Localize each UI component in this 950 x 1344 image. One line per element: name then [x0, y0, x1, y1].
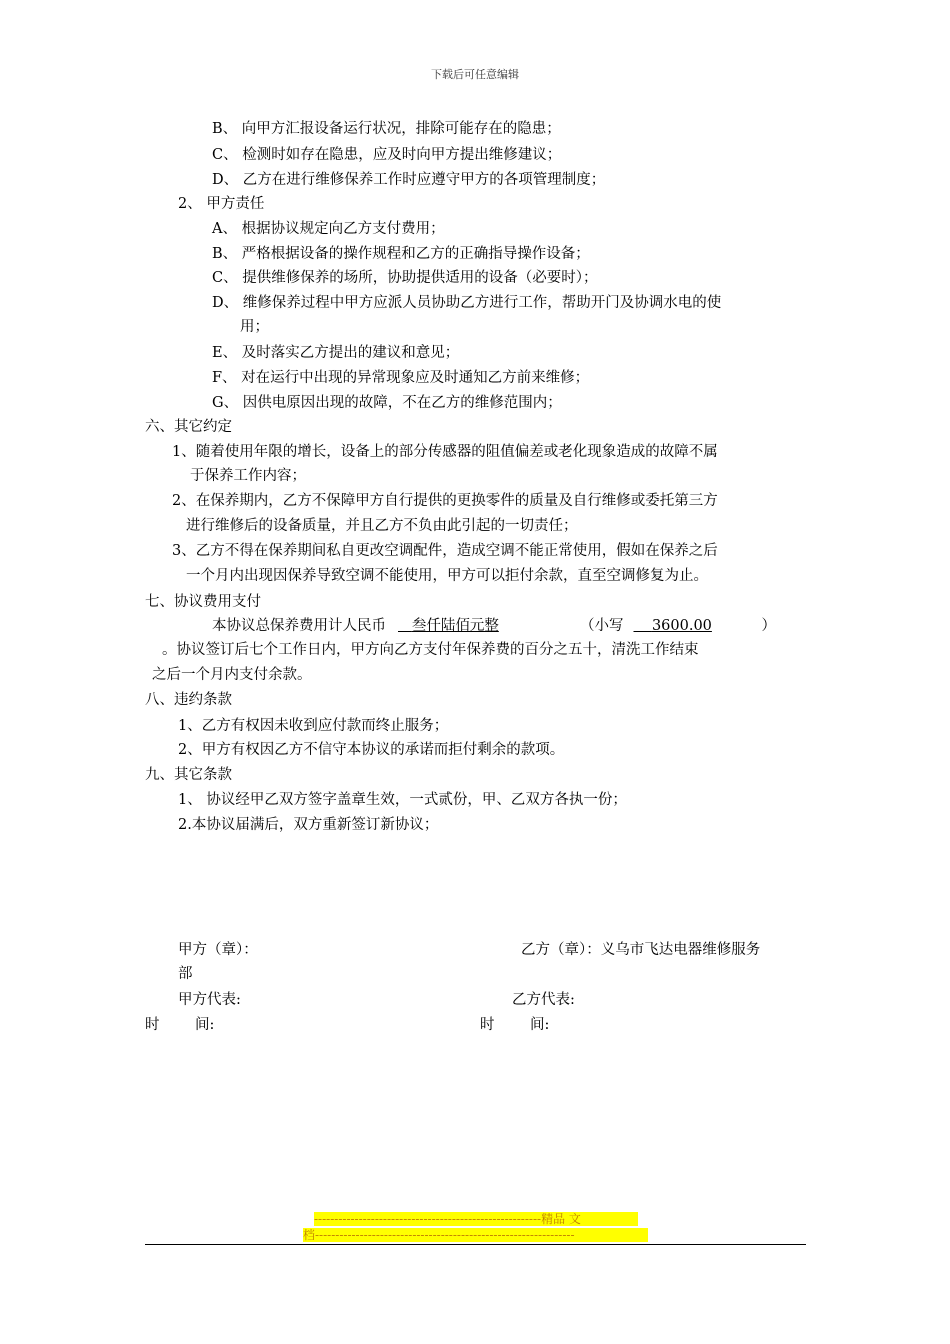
party-b-time-label-2: 间: — [530, 1017, 550, 1033]
line-g2: G、 因供电原因出现的故障，不在乙方的维修范围内； — [212, 395, 562, 411]
para-6-3b: 一个月内出现因保养导致空调不能使用，甲方可以拒付余款，直至空调修复为止。 — [186, 568, 708, 584]
line-c2: C、 提供维修保养的场所，协助提供适用的设备（必要时）； — [212, 270, 598, 286]
party-a-time-label-1: 时 — [145, 1017, 160, 1033]
section-2-heading: 2、 甲方责任 — [178, 196, 265, 212]
party-b-seal: 乙方（章）：义乌市飞达电器维修服务 — [521, 942, 761, 958]
party-b-time-label-1: 时 — [480, 1017, 495, 1033]
footer-watermark-line-2: 档---------------------------------------------------------------- — [303, 1228, 648, 1242]
line-d1: D、 乙方在进行维修保养工作时应遵守甲方的各项管理制度； — [212, 172, 606, 188]
para-8-1: 1、乙方有权因未收到应付款而终止服务； — [178, 718, 449, 734]
para-6-2b: 进行维修后的设备质量，并且乙方不负由此引起的一切责任； — [186, 518, 578, 534]
line-d2-2: 用； — [240, 319, 269, 335]
line-a2: A、 根据协议规定向乙方支付费用； — [212, 221, 445, 237]
line-e2: E、 及时落实乙方提出的建议和意见； — [212, 345, 460, 361]
section-8-heading: 八、违约条款 — [145, 692, 232, 708]
para-7-2: 。协议签订后七个工作日内，甲方向乙方支付年保养费的百分之五十，清洗工作结束 — [162, 642, 699, 658]
para-6-1b: 于保养工作内容； — [190, 468, 306, 484]
party-b-seal-cont: 部 — [178, 966, 193, 982]
bottom-rule — [145, 1244, 806, 1245]
line-c1: C、 检测时如存在隐患，应及时向甲方提出维修建议； — [212, 147, 562, 163]
page-header: 下载后可任意编辑 — [431, 68, 519, 81]
section-9-heading: 九、其它条款 — [145, 767, 232, 783]
line-b2: B、 严格根据设备的操作规程和乙方的正确指导操作设备； — [212, 246, 590, 262]
party-a-representative: 甲方代表: — [178, 992, 241, 1008]
section-6-heading: 六、其它约定 — [145, 419, 232, 435]
party-b-representative: 乙方代表: — [512, 992, 575, 1008]
para-6-1a: 1、随着使用年限的增长，设备上的部分传感器的阻值偏差或老化现象造成的故障不属 — [172, 444, 718, 460]
fee-prefix: 本协议总保养费用计人民币 — [212, 618, 386, 634]
footer-watermark-line-1: --------------------------------------------------------精品 文 — [314, 1212, 638, 1226]
fee-amount-words: 叁仟陆佰元整 — [411, 618, 499, 634]
para-7-fee-line — [212, 616, 776, 636]
fee-close: ） — [761, 618, 776, 634]
para-6-3a: 3、乙方不得在保养期间私自更改空调配件，造成空调不能正常使用，假如在保养之后 — [172, 543, 718, 559]
para-7-3: 之后一个月内支付余款。 — [152, 667, 312, 683]
para-8-2: 2、甲方有权因乙方不信守本协议的承诺而拒付剩余的款项。 — [178, 742, 565, 758]
para-9-2: 2.本协议届满后，双方重新签订新协议； — [178, 817, 439, 833]
party-a-seal: 甲方（章）： — [178, 942, 258, 958]
fee-small-label: （小写 — [580, 618, 624, 634]
line-f2: F、 对在运行中出现的异常现象应及时通知乙方前来维修； — [212, 370, 590, 386]
party-a-time-label-2: 间: — [195, 1017, 215, 1033]
line-d2-1: D、 维修保养过程中甲方应派人员协助乙方进行工作，帮助开门及协调水电的使 — [212, 295, 722, 311]
para-9-1: 1、 协议经甲乙双方签字盖章生效，一式贰份，甲、乙双方各执一份； — [178, 792, 627, 808]
line-b1: B、 向甲方汇报设备运行状况，排除可能存在的隐患； — [212, 121, 561, 137]
fee-amount-number: 3600.00 — [651, 618, 712, 634]
para-6-2a: 2、在保养期内，乙方不保障甲方自行提供的更换零件的质量及自行维修或委托第三方 — [172, 493, 718, 509]
section-7-heading: 七、协议费用支付 — [145, 594, 261, 610]
